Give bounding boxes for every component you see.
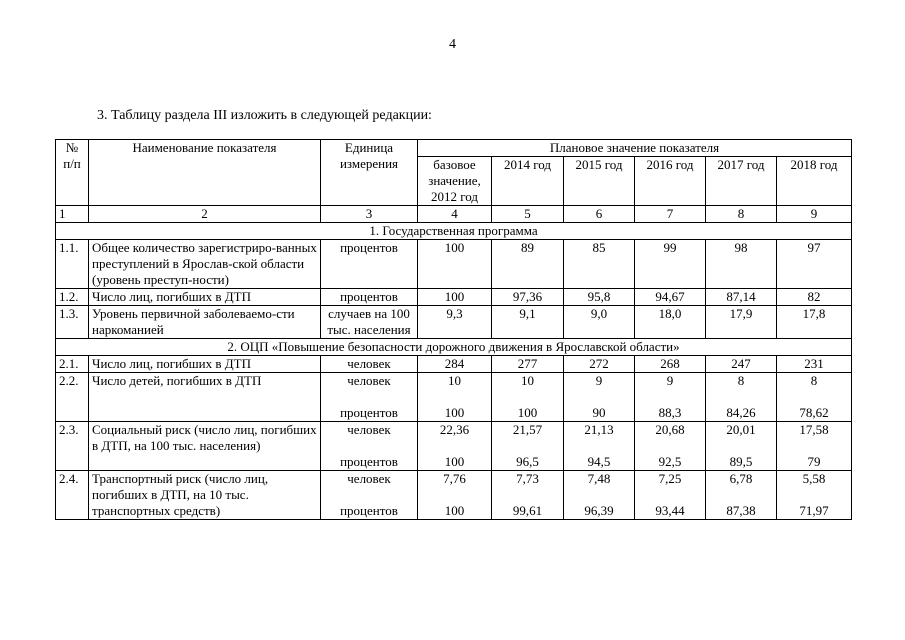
column-number: 7 xyxy=(635,206,706,223)
value-line: 84,26 xyxy=(726,405,756,420)
value-line: 88,3 xyxy=(658,405,682,420)
unit-line: процентов xyxy=(340,405,398,420)
section-title: 2. ОЦП «Повышение безопасности дорожного движения в Ярославской области» xyxy=(56,339,852,356)
value-cell: 97 xyxy=(777,240,852,289)
value-line: 7,76 xyxy=(443,471,466,486)
indicator-name: Число лиц, погибших в ДТП xyxy=(89,289,321,306)
value-cell xyxy=(777,373,852,422)
value-line: 20,01 xyxy=(726,422,756,437)
value-cell: 277 xyxy=(492,356,564,373)
value-line: 71,97 xyxy=(799,503,829,518)
table-row xyxy=(56,240,852,289)
header-base: базовое значение, 2012 год xyxy=(418,157,492,206)
value-line: 10 xyxy=(448,373,461,388)
value-cell xyxy=(635,422,706,471)
column-numbers-row xyxy=(56,206,852,223)
value-cell: 85 xyxy=(564,240,635,289)
value-line: 7,48 xyxy=(587,471,611,486)
value-line: 7,73 xyxy=(516,471,539,486)
column-number: 4 xyxy=(418,206,492,223)
value-cell xyxy=(706,471,777,520)
value-cell: 94,67 xyxy=(635,289,706,306)
intro-text: 3. Таблицу раздела III изложить в следующей редакции: xyxy=(97,108,432,123)
unit-cell xyxy=(321,373,418,422)
unit-cell: процентов xyxy=(321,240,418,289)
unit-line: человек xyxy=(347,373,391,388)
section-row xyxy=(56,339,852,356)
header-year: 2018 год xyxy=(777,157,852,206)
column-number: 1 xyxy=(56,206,89,223)
value-line: 9 xyxy=(595,373,603,388)
table-row xyxy=(56,471,852,520)
indicator-name: Социальный риск (число лиц, погибших в ДТП, на 100 тыс. населения) xyxy=(89,422,321,471)
value-line: 8 xyxy=(737,373,745,388)
row-number: 1.2. xyxy=(56,289,89,306)
value-cell xyxy=(492,422,564,471)
row-number: 1.1. xyxy=(56,240,89,289)
value-line: 87,38 xyxy=(726,503,756,518)
value-line: 96,5 xyxy=(516,454,539,469)
value-line: 21,13 xyxy=(584,422,614,437)
value-line: 100 xyxy=(444,405,465,420)
value-line: 8 xyxy=(810,373,818,388)
column-number: 6 xyxy=(564,206,635,223)
unit-cell xyxy=(321,422,418,471)
indicator-name: Общее количество зарегистриро-ванных преступлений в Ярослав-ской области (уровень преступ-ности) xyxy=(89,240,321,289)
section-row xyxy=(56,223,852,240)
section-title: 1. Государственная программа xyxy=(56,223,852,240)
value-cell: 9,3 xyxy=(418,306,492,339)
row-number: 2.2. xyxy=(56,373,89,422)
value-cell: 17,8 xyxy=(777,306,852,339)
value-line: 79 xyxy=(807,454,821,469)
value-cell: 100 xyxy=(418,240,492,289)
indicator-name: Транспортный риск (число лиц, погибших в ДТП, на 10 тыс. транспортных средств) xyxy=(89,471,321,520)
value-cell xyxy=(706,373,777,422)
value-cell xyxy=(418,373,492,422)
table-row xyxy=(56,422,852,471)
indicator-name: Число детей, погибших в ДТП xyxy=(89,373,321,422)
value-cell xyxy=(635,471,706,520)
unit-cell: человек xyxy=(321,356,418,373)
value-line: 20,68 xyxy=(655,422,685,437)
row-number: 1.3. xyxy=(56,306,89,339)
value-line: 5,58 xyxy=(802,471,826,486)
table-row xyxy=(56,356,852,373)
header-year: 2017 год xyxy=(706,157,777,206)
value-line: 100 xyxy=(444,454,465,469)
unit-line: процентов xyxy=(340,454,398,469)
column-number: 8 xyxy=(706,206,777,223)
value-line: 78,62 xyxy=(799,405,829,420)
value-cell: 97,36 xyxy=(492,289,564,306)
value-line: 94,5 xyxy=(587,454,611,469)
value-cell: 9,0 xyxy=(564,306,635,339)
value-line: 21,57 xyxy=(512,422,543,437)
indicator-name: Уровень первичной заболеваемо-сти наркоманией xyxy=(89,306,321,339)
value-line: 89,5 xyxy=(729,454,753,469)
value-line: 100 xyxy=(517,405,538,420)
header-num: № п/п xyxy=(56,140,89,206)
page-number: 4 xyxy=(449,37,456,52)
value-line: 96,39 xyxy=(584,503,614,518)
value-line: 99,61 xyxy=(512,503,543,518)
value-cell xyxy=(777,422,852,471)
header-unit: Единица измерения xyxy=(321,140,418,206)
table-row xyxy=(56,289,852,306)
value-cell: 268 xyxy=(635,356,706,373)
value-line: 10 xyxy=(521,373,534,388)
value-line: 92,5 xyxy=(658,454,682,469)
value-cell: 99 xyxy=(635,240,706,289)
row-number: 2.4. xyxy=(56,471,89,520)
unit-line: процентов xyxy=(340,503,398,518)
header-year: 2015 год xyxy=(564,157,635,206)
column-number: 2 xyxy=(89,206,321,223)
header-year: 2014 год xyxy=(492,157,564,206)
value-cell xyxy=(635,373,706,422)
value-cell xyxy=(564,422,635,471)
value-cell xyxy=(564,373,635,422)
row-number: 2.3. xyxy=(56,422,89,471)
row-number: 2.1. xyxy=(56,356,89,373)
value-cell: 98 xyxy=(706,240,777,289)
unit-cell xyxy=(321,471,418,520)
value-cell xyxy=(777,471,852,520)
table-row xyxy=(56,373,852,422)
value-cell xyxy=(492,471,564,520)
indicators-table xyxy=(55,139,852,520)
value-cell: 87,14 xyxy=(706,289,777,306)
value-cell: 100 xyxy=(418,289,492,306)
value-cell: 89 xyxy=(492,240,564,289)
header-name: Наименование показателя xyxy=(89,140,321,206)
value-cell: 9,1 xyxy=(492,306,564,339)
table-row xyxy=(56,306,852,339)
value-line: 90 xyxy=(592,405,606,420)
value-cell: 17,9 xyxy=(706,306,777,339)
value-cell: 272 xyxy=(564,356,635,373)
value-cell xyxy=(706,422,777,471)
unit-cell: процентов xyxy=(321,289,418,306)
value-line: 7,25 xyxy=(658,471,682,486)
value-cell xyxy=(492,373,564,422)
value-line: 17,58 xyxy=(799,422,829,437)
value-line: 22,36 xyxy=(439,422,470,437)
indicator-name: Число лиц, погибших в ДТП xyxy=(89,356,321,373)
value-cell xyxy=(418,422,492,471)
unit-line: человек xyxy=(347,471,391,486)
value-line: 6,78 xyxy=(729,471,753,486)
header-planned: Плановое значение показателя xyxy=(418,140,852,157)
value-cell: 247 xyxy=(706,356,777,373)
value-line: 100 xyxy=(444,503,465,518)
value-cell xyxy=(418,471,492,520)
value-line: 93,44 xyxy=(655,503,685,518)
column-number: 9 xyxy=(777,206,852,223)
value-cell: 95,8 xyxy=(564,289,635,306)
unit-cell: случаев на 100 тыс. населения xyxy=(321,306,418,339)
value-cell: 18,0 xyxy=(635,306,706,339)
value-cell: 284 xyxy=(418,356,492,373)
column-number: 3 xyxy=(321,206,418,223)
unit-line: человек xyxy=(347,422,391,437)
value-line: 9 xyxy=(666,373,674,388)
header-year: 2016 год xyxy=(635,157,706,206)
value-cell: 82 xyxy=(777,289,852,306)
column-number: 5 xyxy=(492,206,564,223)
value-cell xyxy=(564,471,635,520)
value-cell: 231 xyxy=(777,356,852,373)
